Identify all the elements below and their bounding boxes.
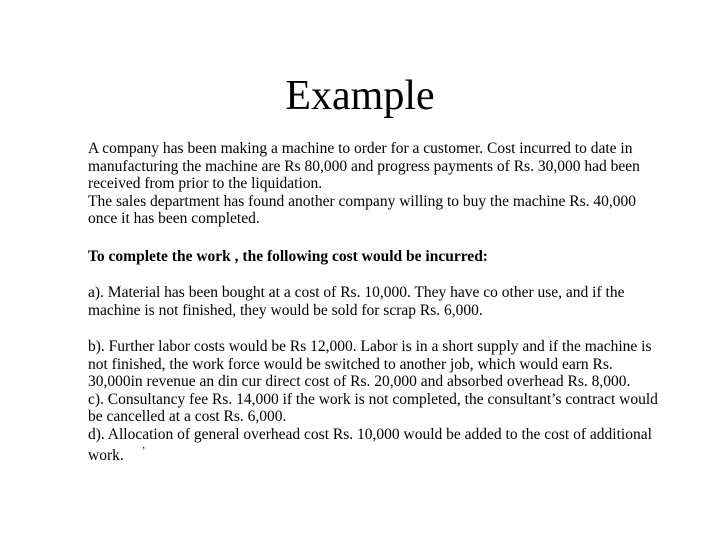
item-d-paragraph [88,426,668,465]
intro-paragraph: A company has been making a machine to order for a customer. Cost incurred to date in manufacturing the machine are Rs 80,000 and progress payments of Rs. 30,000 had been received from prior to the liquidation. [88,140,640,192]
cost-heading: To complete the work , the following cost would be incurred: [88,247,488,265]
item-b: b). Further labor costs would be Rs 12,000. Labor is in a short supply and if the machine is not finished, the work force would be switched to another job, which would earn Rs. 30,000in revenue an din cur direct cost of Rs. 20,000 and absorbed overhead Rs. 8,000. [88,338,652,390]
item-a: a). Material has been bought at a cost of Rs. 10,000. They have co other use, and if the machine is not finished, they would be sold for scrap Rs. 6,000. [88,284,625,319]
slide-title: Example [285,73,435,119]
item-d: d). Allocation of general overhead cost Rs. 10,000 would be added to the cost of additional work. [88,425,652,465]
sales-paragraph: The sales department has found another company willing to buy the machine Rs. 40,000 once it has been completed. [88,192,636,227]
slide-body [88,140,668,465]
stray-mark: ’ [141,445,146,457]
item-c: c). Consultancy fee Rs. 14,000 if the work is not completed, the consultant’s contract would be cancelled at a cost Rs. 6,000. [88,390,658,425]
